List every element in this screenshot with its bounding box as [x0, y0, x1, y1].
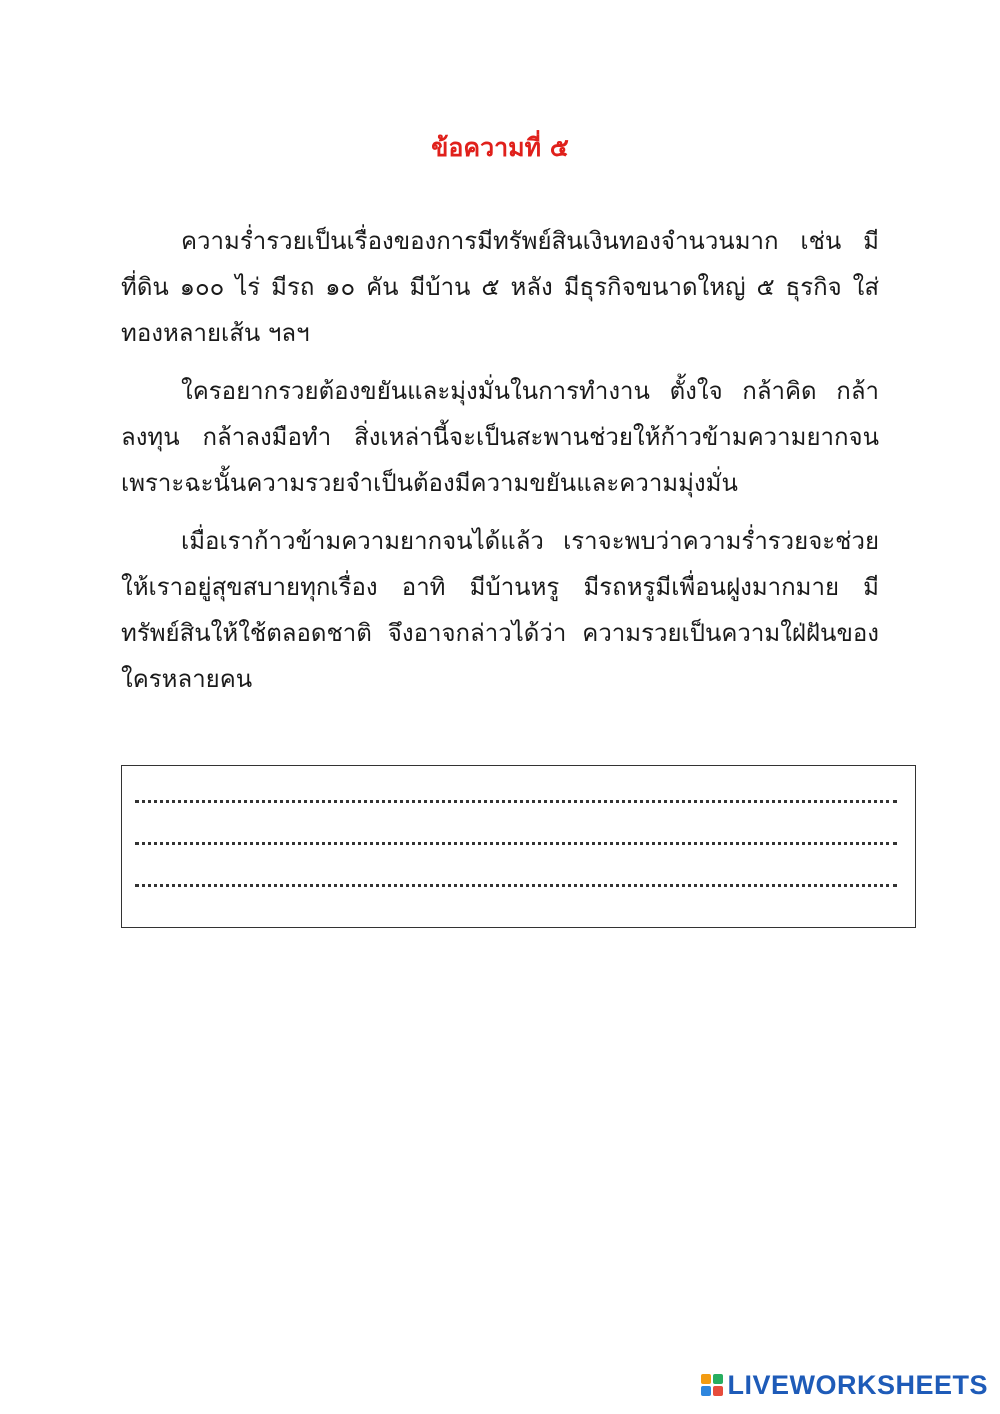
- paragraph-1: ความร่ำรวยเป็นเรื่องของการมีทรัพย์สินเงินทองจำนวนมาก เช่น มีที่ดิน ๑๐๐ ไร่ มีรถ ๑๐ คัน มีบ้าน ๕ หลัง มีธุรกิจขนาดใหญ่ ๕ ธุรกิจ ใส่ทองหลายเส้น ฯลฯ: [121, 227, 879, 347]
- paragraph-2: ใครอยากรวยต้องขยันและมุ่งมั่นในการทำงาน ตั้งใจ กล้าคิด กล้าลงทุน กล้าลงมือทำ สิ่งเหล่านี้จะเป็นสะพานช่วยให้ก้าวข้ามความยากจน เพราะฉะนั้นความรวยจำเป็นต้องมีความขยันและความมุ่งมั่น: [121, 377, 879, 497]
- brand-watermark: [701, 1370, 988, 1400]
- answer-line-2[interactable]: [135, 842, 897, 845]
- liveworksheets-logo-icon: [701, 1374, 723, 1396]
- answer-line-3[interactable]: [135, 884, 897, 887]
- page-title: ข้อความที่ ๕: [431, 133, 569, 162]
- passage: [121, 218, 879, 714]
- brand-text: LIVEWORKSHEETS: [727, 1370, 988, 1400]
- answer-line-1[interactable]: [135, 800, 897, 803]
- answer-box[interactable]: [121, 765, 916, 928]
- paragraph-3: เมื่อเราก้าวข้ามความยากจนได้แล้ว เราจะพบว่าความร่ำรวยจะช่วยให้เราอยู่สุขสบายทุกเรื่อง อาทิ มีบ้านหรู มีรถหรูมีเพื่อนฝูงมากมาย มีทรัพย์สินให้ใช้ตลอดชาติ จึงอาจกล่าวได้ว่า ความรวยเป็นความใฝ่ฝันของใครหลายคน: [121, 527, 879, 693]
